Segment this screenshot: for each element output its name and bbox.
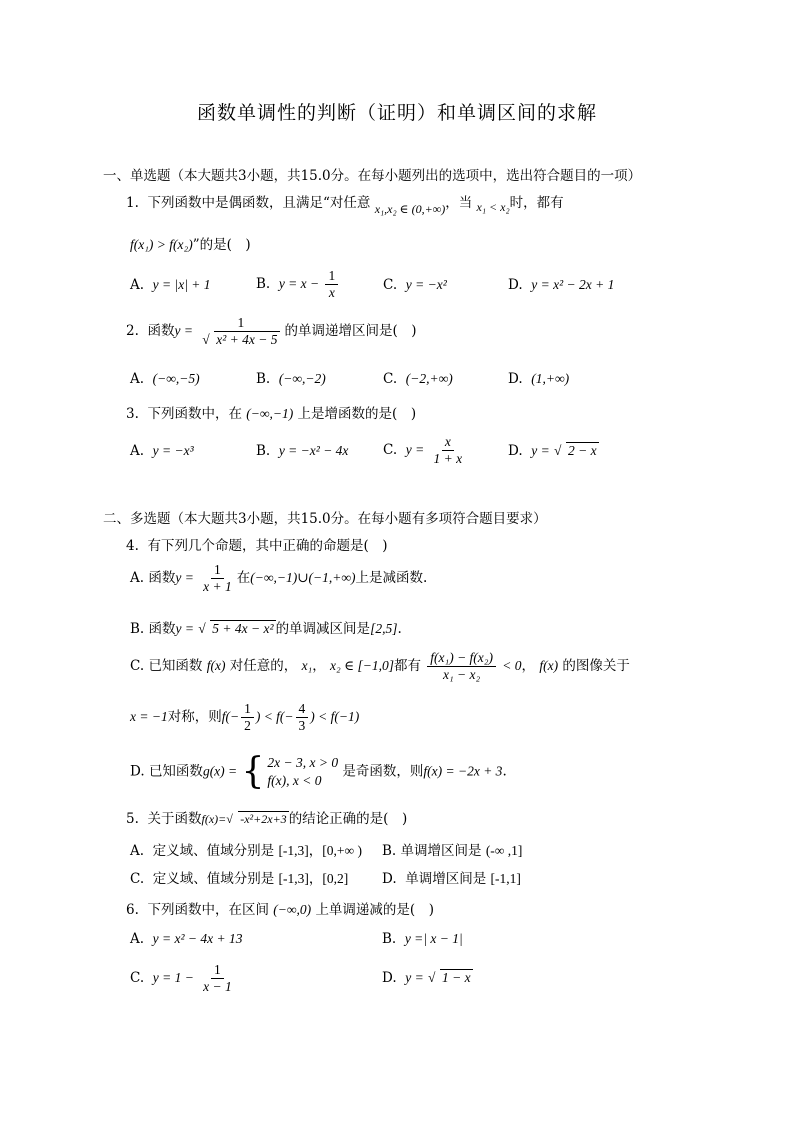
option-math: y = [405,970,424,985]
question-5 [126,807,407,827]
option-label: D. [508,371,523,387]
numerator: f(x₁) − f(x₂) [427,650,496,667]
option-math: f(x) = −2x + 3 [423,763,503,779]
math-expr: (−∞,−1) [246,406,294,421]
option-label: C. [130,970,145,986]
option-text: 函数 [148,621,176,637]
option-math: (−2,+∞) [405,371,453,386]
option-math: g(x) = [202,763,238,779]
question-1 [126,191,564,216]
option-d [382,867,521,887]
question-stem: 关于函数 [147,811,202,827]
option-math: f(x) [206,658,226,673]
square-root: √ x² + 4x − 5 [202,332,278,347]
option-text: 的单调减区间是 [275,621,371,637]
option-text: ， [521,658,536,674]
numerator: 4 [296,701,309,718]
question-stem: 上单调递减的是( ) [315,902,434,918]
option-c-continued [130,701,359,734]
fraction [431,434,466,467]
option-d [508,443,599,459]
option-math: y = −x² [405,277,447,292]
option-label: B. [382,931,397,947]
option-math: (−∞,−5) [152,371,200,386]
option-b [382,931,463,947]
option-text: 定义域、值域分别是 [152,871,275,887]
option-text: 在 [236,570,251,586]
option-text: 上是减函数. [355,570,428,586]
question-stem: 有下列几个命题，其中正确的命题是( ) [147,538,388,554]
piecewise-case: 2x − 3, x > 0 [267,755,339,770]
option-math: (-∞ ,1] [485,843,523,858]
square-root: √ -x²+2x+3 [226,812,287,826]
option-math: (−∞,−1)∪(−1,+∞) [250,570,356,585]
option-label: C. [130,658,145,674]
option-c [383,277,447,293]
piecewise: { 2x − 3, x > 0 f(x), x < 0 [241,751,339,792]
fraction [200,962,235,995]
option-math: f(− [221,709,240,724]
option-math: x₁ [301,658,313,673]
option-label: D. [382,970,397,986]
option-label: D. [382,871,397,887]
numerator: 1 [235,315,248,332]
question-number: 5. [126,811,139,827]
math-expr: (−∞,0) [273,902,312,917]
question-3 [126,402,416,422]
option-math: [2,5] [370,621,398,636]
option-d [130,751,507,792]
fraction [296,701,309,734]
option-label: A. [130,843,145,859]
option-math: x₂ ∈ [−1,0] [330,658,394,673]
question-stem: 时，都有 [509,195,564,211]
option-text: 单调增区间是 [405,871,487,887]
question-4 [126,534,388,554]
numerator: 1 [241,701,254,718]
question-number: 4. [126,538,139,554]
option-c [130,867,348,887]
option-math: y = [405,442,425,457]
question-6 [126,898,434,918]
option-math: y = 1 − [152,970,194,985]
option-text: 都有 [393,658,421,674]
option-label: C. [130,871,145,887]
option-text: 函数 [148,570,176,586]
question-stem: 下列函数中，在区间 [147,902,269,918]
option-text: 已知函数 [148,763,203,780]
option-label: B. [256,371,271,387]
option-a [130,562,427,595]
option-b [256,268,340,301]
option-text: 定义域、值域分别是 [152,843,275,859]
document-title: 函数单调性的判断（证明）和单调区间的求解 [196,102,597,124]
question-2 [126,315,417,348]
option-d [508,277,614,293]
option-math: x = −1 [130,709,168,724]
question-number: 1. [126,195,139,211]
denominator: x + 1 [203,579,232,594]
fraction [200,562,235,595]
option-c [130,962,237,995]
option-label: C. [383,442,398,458]
option-a [130,277,211,293]
option-b [382,839,522,859]
option-label: B. [256,443,271,459]
radicand: 1 − x [442,970,471,985]
option-a [130,443,194,459]
option-label: B. [130,621,145,637]
option-label: A. [130,570,145,586]
math-expr: f(x)= [201,812,227,826]
piecewise-case: f(x), x < 0 [267,773,322,788]
option-math: y = x² − 2x + 1 [531,277,615,292]
denominator: x − 1 [203,979,232,994]
fraction [199,315,282,348]
option-math: < 0 [502,658,522,673]
option-b [256,443,348,459]
question-number: 3. [126,406,139,422]
option-math: y = −x² − 4x [278,443,349,458]
option-label: C. [383,371,398,387]
option-math: y = |x| + 1 [152,277,211,292]
radicand: -x²+2x+3 [240,812,287,826]
question-number: 6. [126,902,139,918]
question-stem: ，当 [445,195,473,211]
denominator: x₁ − x₂ [443,667,481,682]
fraction [427,650,496,683]
option-math: y =| x − 1| [404,931,463,946]
option-d [382,970,473,986]
option-math: ) < f(− [255,709,294,724]
question-stem: ”的是( ) [192,237,251,253]
question-number: 2. [126,323,139,339]
option-label: D. [508,277,523,293]
denominator: x [328,285,335,300]
option-label: A. [130,443,145,459]
option-c [130,650,630,683]
denominator: 3 [298,718,306,733]
option-text: 已知函数 [148,658,203,674]
option-math: y = x − [278,276,320,291]
square-root: √ 1 − x [428,970,471,985]
math-expr: f(x₁) > f(x₂) [130,237,193,252]
option-math: y = x² − 4x + 13 [152,931,243,946]
option-math: (1,+∞) [531,371,570,386]
option-c [383,434,467,467]
option-math: y = [531,443,550,458]
option-a [130,371,200,387]
question-stem: 上是增函数的是( ) [297,406,417,422]
radicand: 5 + 4x − x² [212,621,274,636]
option-math: y = [175,570,194,585]
option-text: 的图像关于 [562,658,630,674]
option-math: y = [175,621,194,636]
option-text: . [502,763,507,780]
option-c [383,371,453,387]
denominator: 1 + x [433,451,463,466]
option-a [130,931,243,947]
option-math: y = −x³ [152,443,194,458]
option-math: f(x) [539,658,559,673]
option-label: A. [130,371,145,387]
question-stem: 的单调递增区间是( ) [284,323,417,339]
option-a [130,839,362,859]
option-text: 是奇函数，则 [342,763,424,780]
numerator: 1 [211,962,224,979]
denominator: 2 [244,718,251,733]
option-label: C. [383,277,398,293]
option-text: 对任意的， [229,658,298,674]
square-root: √ 2 − x [554,443,597,458]
question-stem: 下列函数中，在 [147,406,242,422]
option-math: [-1,1] [490,871,521,886]
option-b [130,617,402,637]
question-stem: 的结论正确的是( ) [288,811,408,827]
question-stem: 函数 [147,323,175,339]
section-heading-single-choice: 一、单选题（本大题共3小题，共15.0分。在每小题列出的选项中，选出符合题目的一项） [103,168,642,184]
math-expr: y = [174,323,193,338]
option-label: B. [256,276,271,292]
option-math: [-1,3]，[0,+∞ ) [278,843,363,858]
option-math: [-1,3]，[0,2] [278,871,349,886]
numerator: x [442,434,454,451]
option-label: A. [130,931,145,947]
square-root: √ 5 + 4x − x² [198,621,274,636]
option-d [508,371,569,387]
math-expr: x₁ < x₂ [476,200,510,214]
option-text: 对称，则 [167,709,222,725]
question-1-continued [130,233,251,253]
option-label: D. [508,443,523,459]
option-text: . [397,621,402,637]
math-expr: x₁,x₂ ∈ (0,+∞) [374,202,446,216]
option-math: (−∞,−2) [278,371,326,386]
numerator: 1 [325,268,338,285]
question-stem: 下列函数中是偶函数，且满足“对任意 [147,195,371,211]
option-label: A. [130,277,145,293]
option-label: B. [382,843,397,859]
radicand: 2 − x [568,443,597,458]
numerator: 1 [211,562,224,579]
radicand: x² + 4x − 5 [216,332,278,347]
option-text: 单调增区间是 [400,843,482,859]
section-heading-multiple-choice: 二、多选题（本大题共3小题，共15.0分。在每小题有多项符合题目要求） [103,511,547,527]
option-b [256,371,326,387]
option-math: ) < f(−1) [310,709,360,724]
option-text: ， [312,658,326,674]
fraction [241,701,254,734]
option-label: D. [130,763,145,780]
fraction [325,268,338,301]
